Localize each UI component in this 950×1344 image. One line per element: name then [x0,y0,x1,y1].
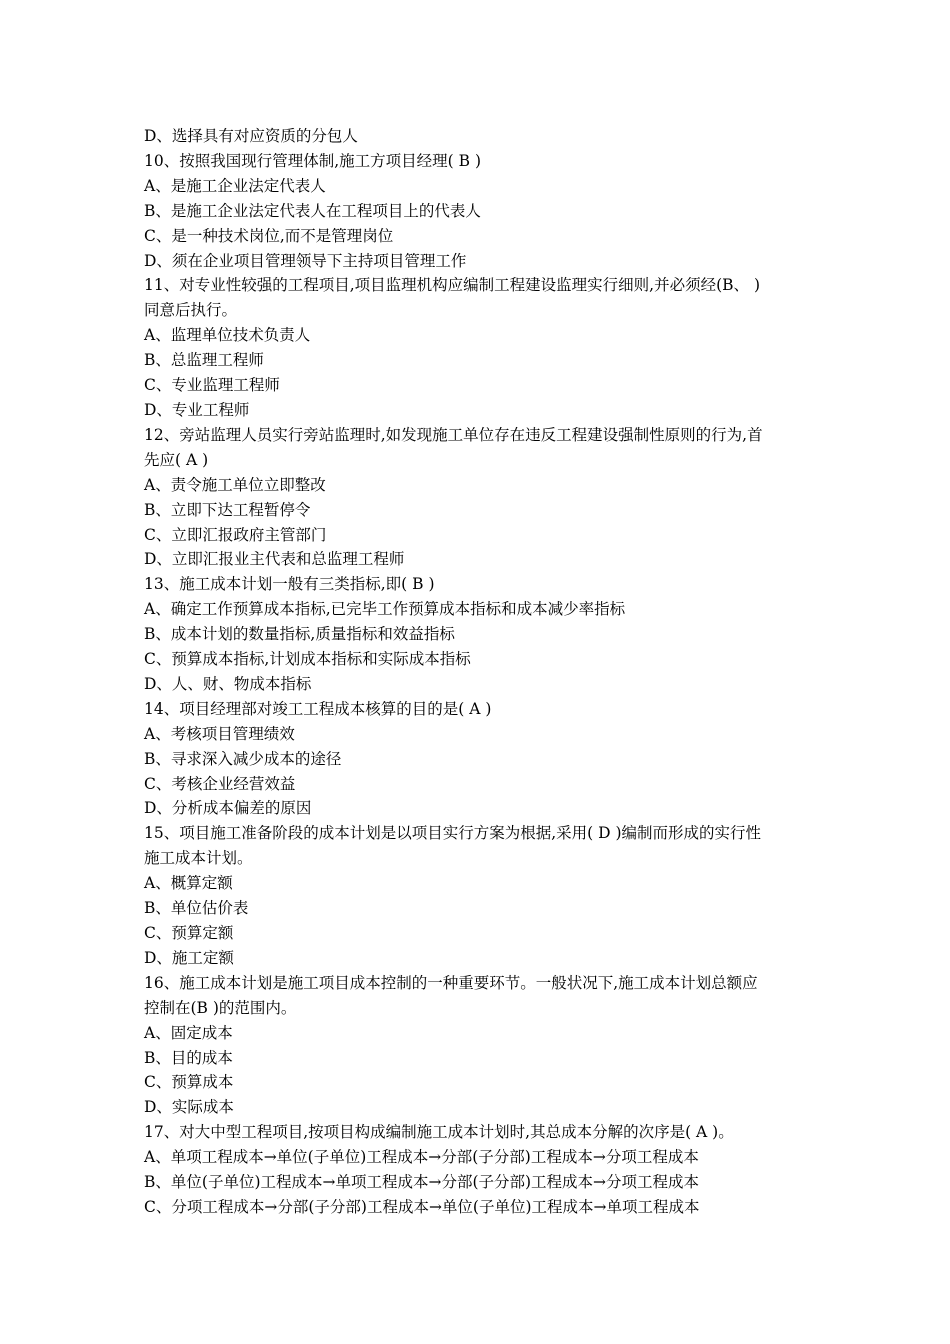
text-line: A、固定成本 [144,1023,233,1042]
text-line: B、寻求深入减少成本的途径 [144,749,342,768]
text-line: 17、对大中型工程项目,按项目构成编制施工成本计划时,其总成本分解的次序是( A )。 [144,1123,734,1142]
text-line: D、实际成本 [144,1098,234,1117]
text-line: D、施工定额 [144,948,234,967]
text-line: D、专业工程师 [144,400,250,419]
text-line: B、立即下达工程暂停令 [144,500,311,519]
text-line: C、预算定额 [144,924,234,942]
text-line: C、考核企业经营效益 [144,774,296,793]
text-line: 13、施工成本计划一般有三类指标,即( B ) [144,575,435,594]
text-line: 12、旁站监理人员实行旁站监理时,如发现施工单位存在违反工程建设强制性原则的行为,首 [144,425,763,444]
text-line: B、单位估价表 [144,899,249,918]
text-line: B、成本计划的数量指标,质量指标和效益指标 [144,625,455,644]
text-line: C、预算成本指标,计划成本指标和实际成本指标 [144,650,471,669]
text-line: 先应( A ) [144,450,209,469]
text-line: C、预算成本 [144,1073,234,1092]
text-line: C、专业监理工程师 [144,376,280,395]
text-line: D、分析成本偏差的原因 [144,799,312,818]
text-line: 施工成本计划。 [144,849,253,868]
text-line: A、是施工企业法定代表人 [144,176,326,195]
document-body [144,124,810,1220]
text-line: 15、项目施工准备阶段的成本计划是以项目实行方案为根据,采用( D )编制而形成的实行性 [144,824,762,843]
text-line: D、立即汇报业主代表和总监理工程师 [144,550,405,569]
text-line: C、分项工程成本→分部(子分部)工程成本→单位(子单位)工程成本→单项工程成本 [144,1197,700,1216]
text-line: C、是一种技术岗位,而不是管理岗位 [144,226,394,245]
text-line: 11、对专业性较强的工程项目,项目监理机构应编制工程建设监理实行细则,并必须经(B、 ) [144,276,760,295]
text-line: A、责令施工单位立即整改 [144,475,326,494]
text-line: 同意后执行。 [144,301,238,320]
text-line: A、考核项目管理绩效 [144,724,295,743]
text-line: D、须在企业项目管理领导下主持项目管理工作 [144,251,467,270]
text-line: C、立即汇报政府主管部门 [144,525,327,544]
text-line: 10、按照我国现行管理体制,施工方项目经理( B ) [144,151,481,170]
text-line: B、是施工企业法定代表人在工程项目上的代表人 [144,201,481,220]
text-line: A、单项工程成本→单位(子单位)工程成本→分部(子分部)工程成本→分项工程成本 [144,1148,699,1167]
text-line: A、确定工作预算成本指标,已完毕工作预算成本指标和成本减少率指标 [144,600,626,619]
text-line: B、总监理工程师 [144,351,264,370]
text-line: A、监理单位技术负责人 [144,326,311,345]
text-line: D、人、财、物成本指标 [144,674,312,693]
text-line: 14、项目经理部对竣工工程成本核算的目的是( A ) [144,699,492,718]
text-line: B、单位(子单位)工程成本→单项工程成本→分部(子分部)工程成本→分项工程成本 [144,1173,700,1192]
text-line: A、概算定额 [144,874,233,893]
text-line: 控制在(B )的范围内。 [144,998,297,1017]
text-line: B、目的成本 [144,1048,233,1067]
text-line: 16、施工成本计划是施工项目成本控制的一种重要环节。一般状况下,施工成本计划总额应 [144,973,758,992]
text-line: D、选择具有对应资质的分包人 [144,127,358,145]
